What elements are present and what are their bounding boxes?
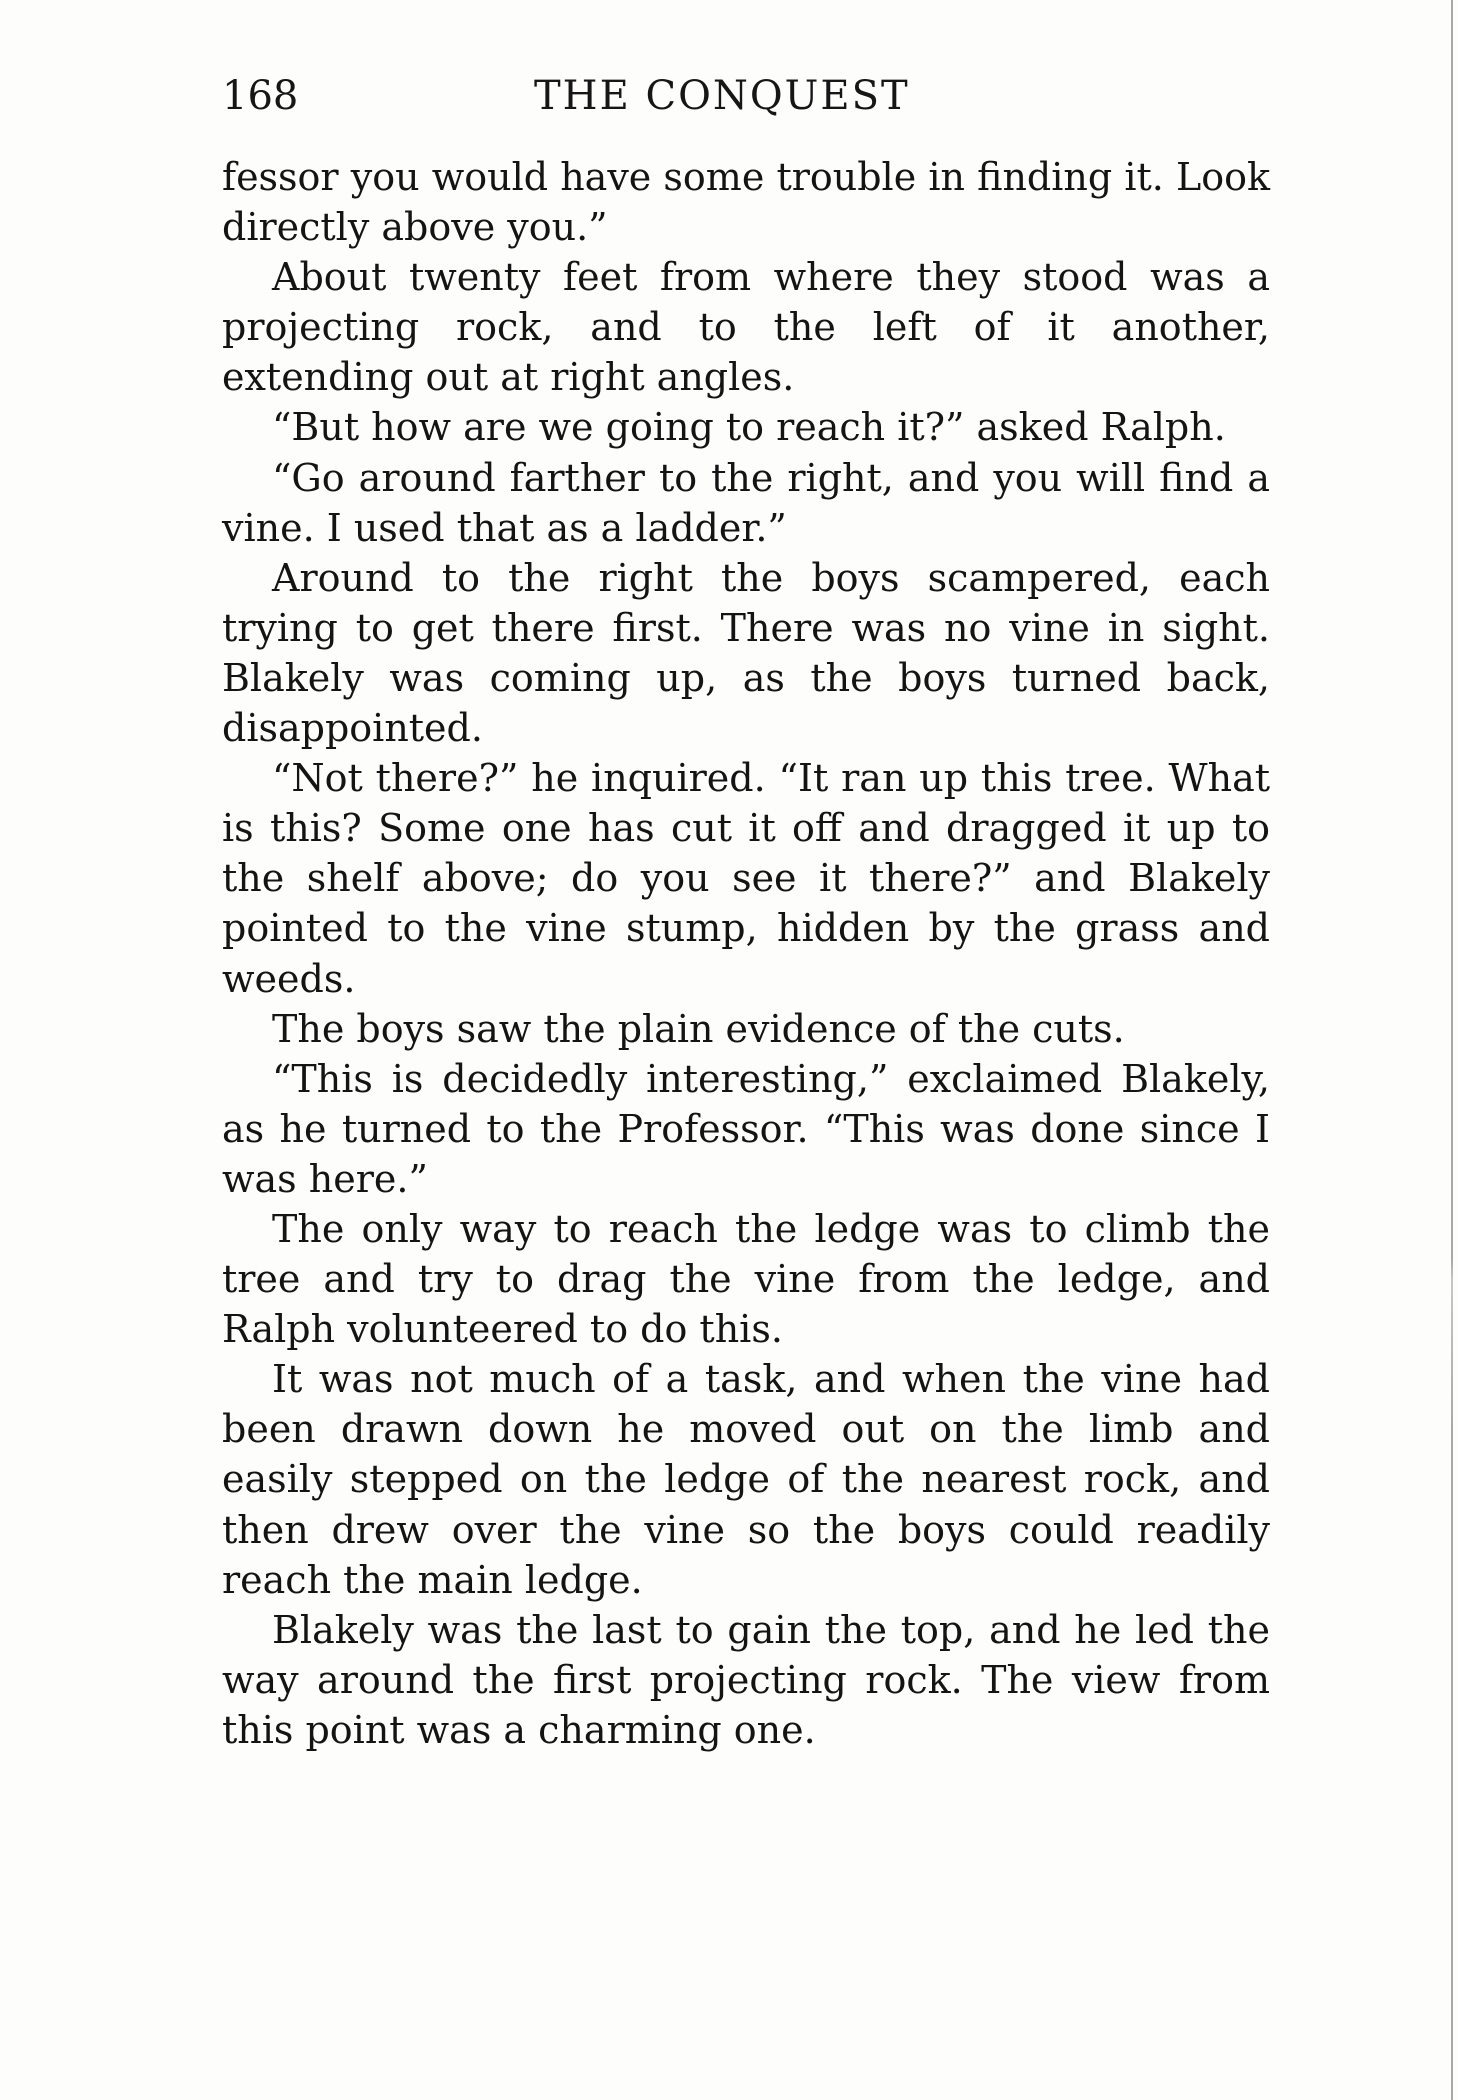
body-text [222, 152, 1270, 1755]
running-title: THE CONQUEST [534, 73, 910, 119]
paragraph: “This is decidedly interesting,” exclaimed Blakely, as he turned to the Professor. “This was done since I was here.” [222, 1056, 1270, 1201]
paragraph: Blakely was the last to gain the top, and he led the way around the first projecting rock. The view from this point was a charming one. [222, 1607, 1270, 1752]
page-edge-line [1451, 0, 1453, 2100]
paragraph: It was not much of a task, and when the vine had been drawn down he moved out on the limb and easily stepped on the ledge of the nearest rock, and then drew over the vine so the boys could readily reach the main ledge. [222, 1357, 1270, 1602]
paragraph: Around to the right the boys scampered, each trying to get there first. There was no vine in sight. Blakely was coming up, as the boys turned back, disappointed. [222, 555, 1270, 751]
page-header [222, 66, 1270, 126]
paragraph: fessor you would have some trouble in finding it. Look directly above you.” [222, 155, 1270, 250]
paragraph: The boys saw the plain evidence of the cuts. [272, 1006, 1125, 1051]
page-number: 168 [222, 73, 299, 119]
paragraph: About twenty feet from where they stood was a projecting rock, and to the left of it another, extending out at right angles. [222, 255, 1270, 400]
paragraph: “But how are we going to reach it?” asked Ralph. [272, 405, 1226, 450]
paragraph: “Go around farther to the right, and you will find a vine. I used that as a ladder.” [222, 455, 1270, 550]
paragraph: “Not there?” he inquired. “It ran up this tree. What is this? Some one has cut it off and dragged it up to the shelf above; do you see it there?” and Blakely pointed to the vine stump, hidden by the grass and weeds. [222, 756, 1270, 1001]
paragraph: The only way to reach the ledge was to climb the tree and try to drag the vine from the ledge, and Ralph volunteered to do this. [222, 1206, 1270, 1352]
